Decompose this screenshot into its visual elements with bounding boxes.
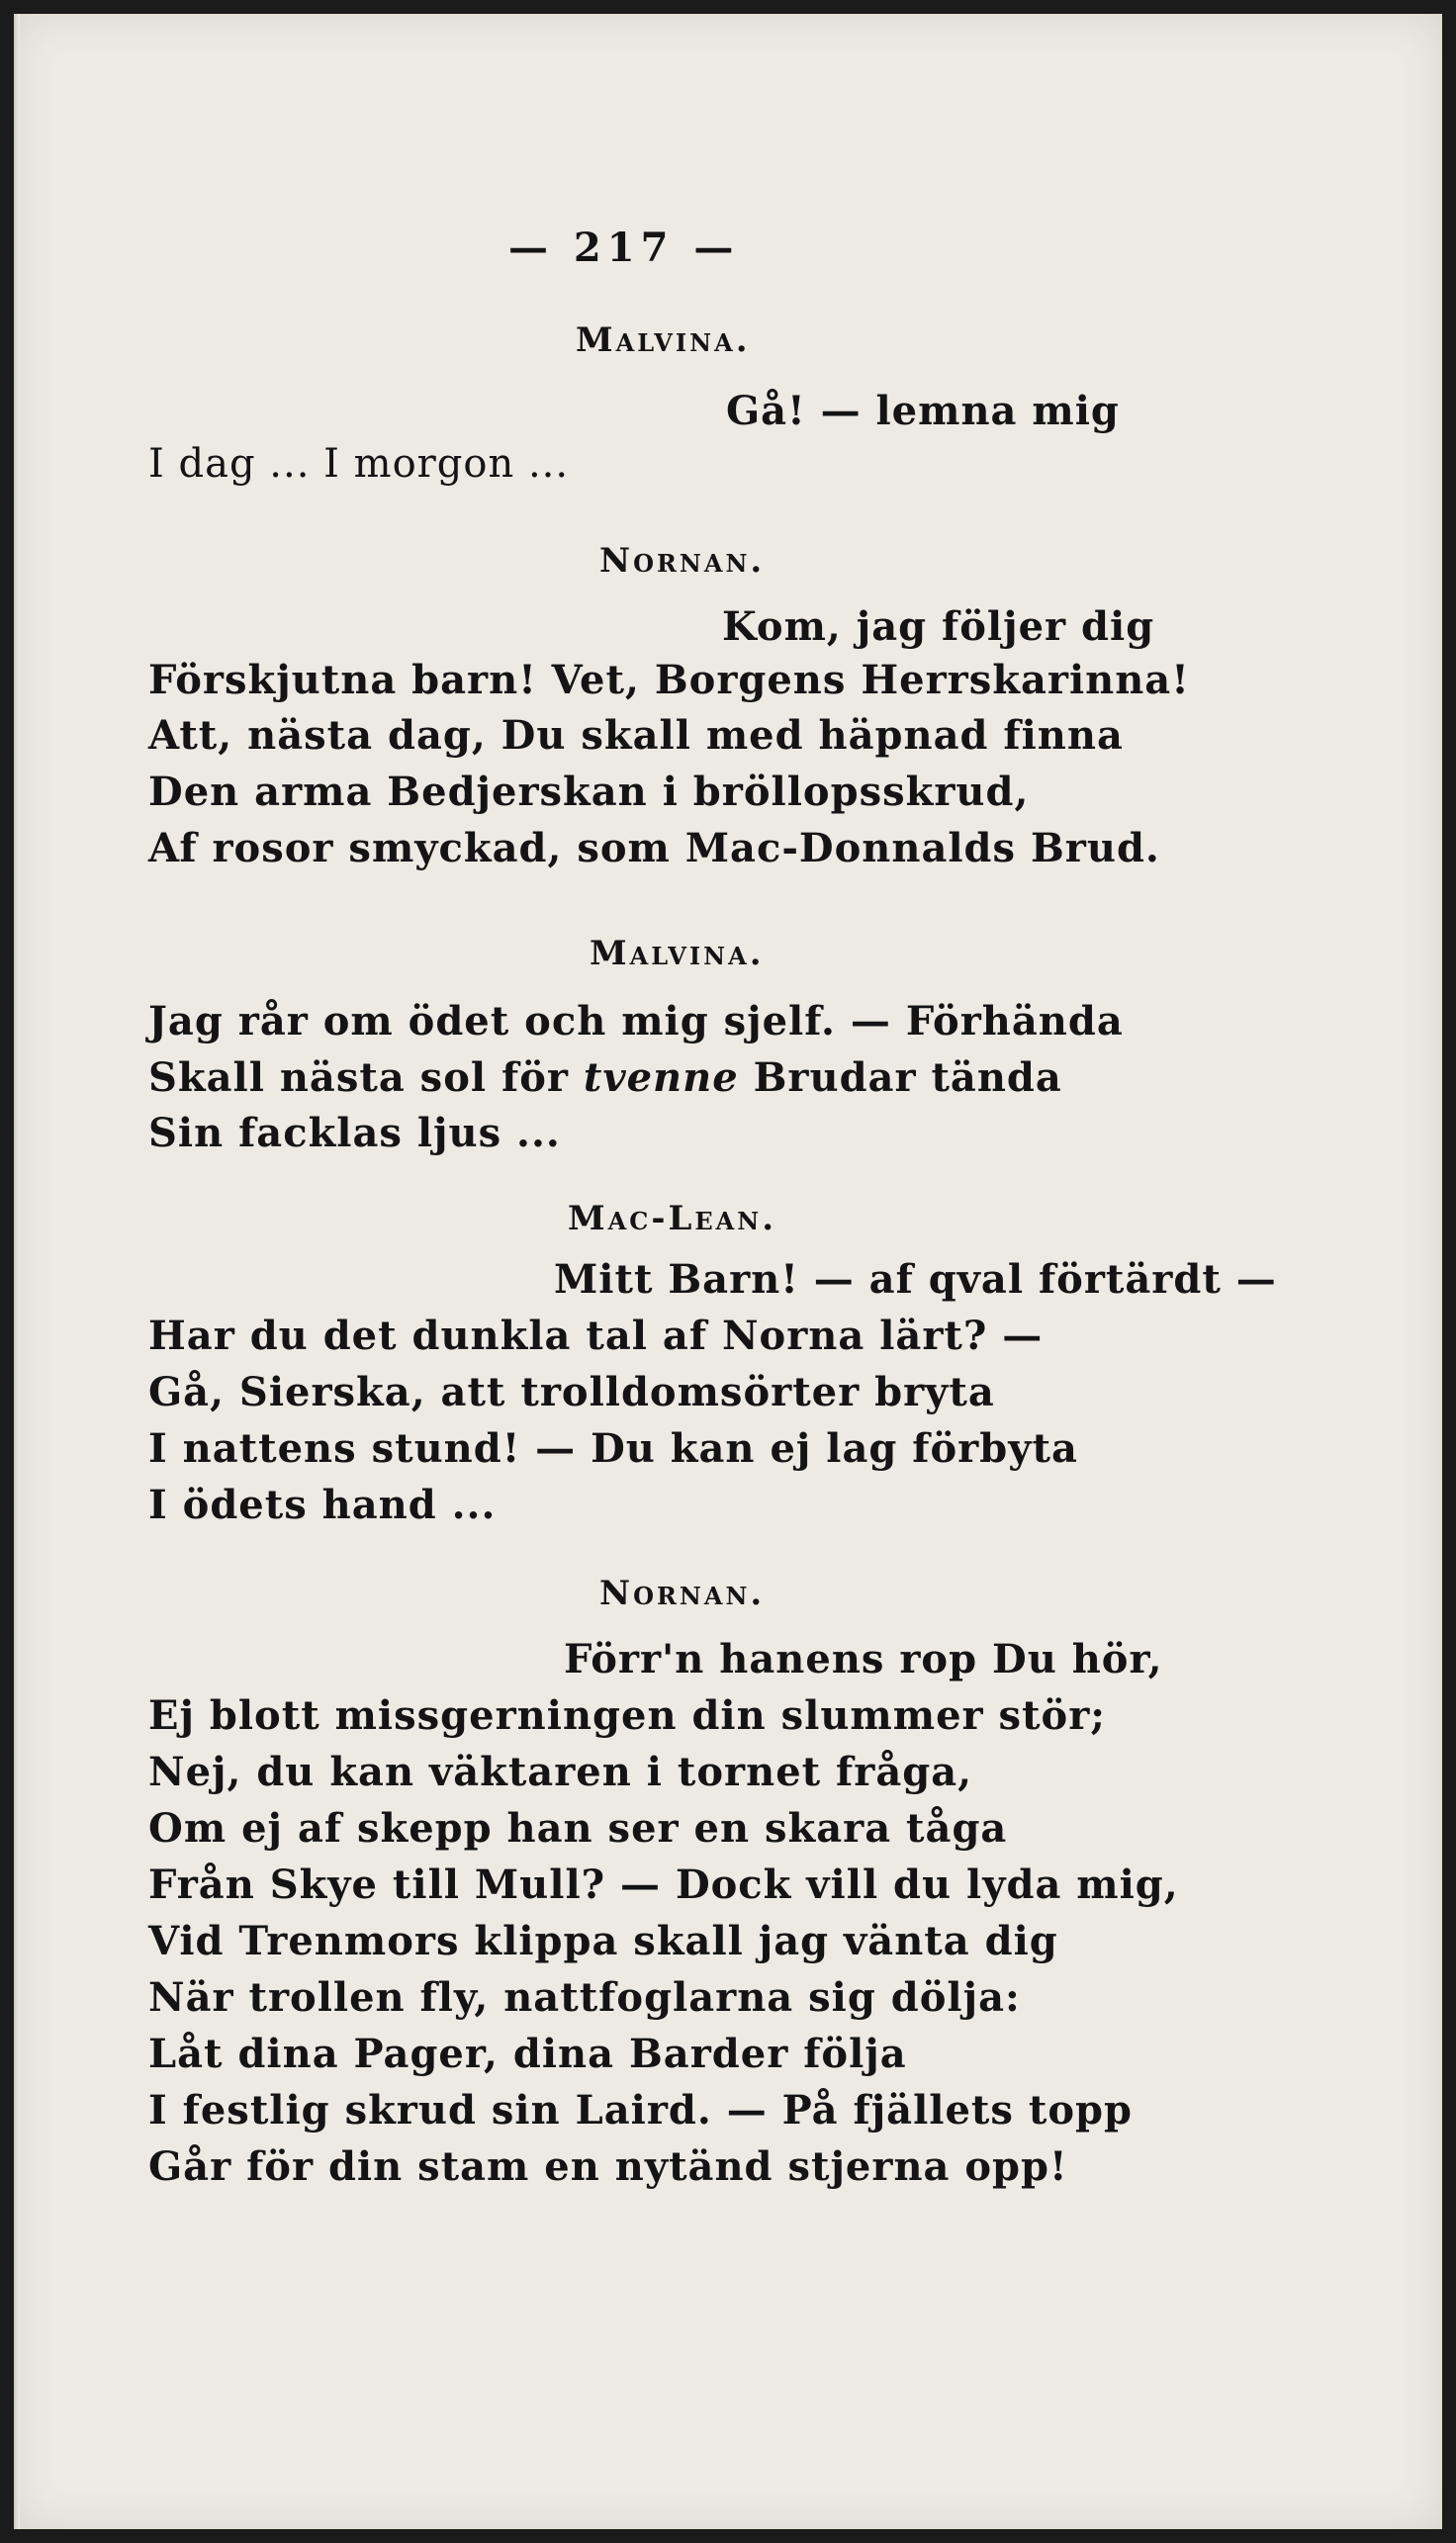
verse-line: Förskjutna barn! Vet, Borgens Herrskarinna!: [148, 657, 1190, 703]
verse-line: Att, nästa dag, Du skall med häpnad finna: [148, 712, 1124, 759]
verse-line: Låt dina Pager, dina Barder följa: [148, 2031, 907, 2077]
verse-line: Gå! — lemna mig: [726, 388, 1120, 434]
verse-line: I nattens stund! — Du kan ej lag förbyta: [148, 1425, 1078, 1472]
verse-line: Ej blott missgerningen din slummer stör;: [148, 1692, 1107, 1739]
page-number: — 217 —: [508, 225, 740, 271]
verse-line: När trollen fly, nattfoglarna sig dölja:: [148, 1974, 1021, 2021]
verse-line: Mitt Barn! — af qval förtärdt —: [554, 1256, 1277, 1303]
speaker-name: Malvina.: [590, 934, 765, 973]
speaker-name: Nornan.: [599, 1574, 766, 1613]
verse-line: Från Skye till Mull? — Dock vill du lyda mig,: [148, 1862, 1179, 1908]
verse-line: Sin facklas ljus ...: [148, 1110, 561, 1156]
verse-line: Förr'n hanens rop Du hör,: [564, 1636, 1163, 1682]
verse-line: I ödets hand ...: [148, 1482, 497, 1528]
verse-line: Nej, du kan väktaren i tornet fråga,: [148, 1749, 973, 1795]
verse-line: I dag ... I morgon ...: [148, 441, 570, 487]
page-edge: [14, 14, 20, 2529]
verse-line: Jag rår om ödet och mig sjelf. — Förhända: [148, 998, 1124, 1044]
verse-line: Går för din stam en nytänd stjerna opp!: [148, 2143, 1068, 2190]
book-page: [14, 14, 1442, 2529]
verse-line: Har du det dunkla tal af Norna lärt? —: [148, 1313, 1044, 1359]
speaker-name: Mac-Lean.: [568, 1199, 777, 1238]
speaker-name: Malvina.: [576, 320, 751, 360]
speaker-name: Nornan.: [599, 541, 766, 581]
verse-line: Af rosor smyckad, som Mac-Donnalds Brud.: [148, 825, 1160, 871]
verse-line: Vid Trenmors klippa skall jag vänta dig: [148, 1918, 1058, 1964]
verse-line: Kom, jag följer dig: [722, 603, 1155, 650]
verse-line: Gå, Sierska, att trolldomsörter bryta: [148, 1369, 995, 1415]
verse-line: Om ej af skepp han ser en skara tåga: [148, 1805, 1008, 1852]
emphasized-word: tvenne: [583, 1054, 739, 1101]
verse-line: I festlig skrud sin Laird. — På fjällets topp: [148, 2087, 1133, 2134]
verse-line-with-emphasis: Skall nästa sol för tvenne Brudar tända: [148, 1054, 1062, 1101]
verse-line: Den arma Bedjerskan i bröllopsskrud,: [148, 769, 1030, 815]
